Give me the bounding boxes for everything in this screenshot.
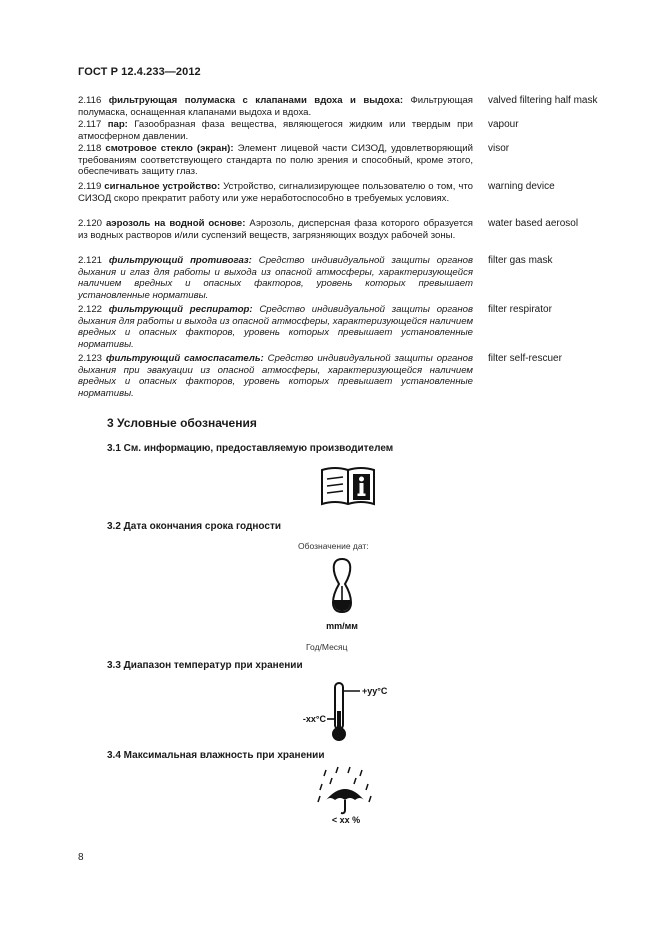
document-header: ГОСТ Р 12.4.233—2012 [78, 66, 201, 78]
term-number: 2.116 [78, 95, 109, 106]
term-definition: Фильтрующая полумаска, оснащенная клапанами выдоха и вдоха. [78, 95, 473, 118]
term-definition: Устройство, сигнализирующее пользователю о том, что СИЗОД скоро прекратит работу или уже неработоспособно в требуемых условиях. [78, 181, 473, 204]
subsection-3-1-title: 3.1 См. информацию, предоставляемую производителем [107, 443, 394, 454]
term-definition: Элемент лицевой части СИЗОД, удовлетворяющий требованиям соответствующего стандарта по полю зрения и способный, кроме этого, обеспечивать защиту глаз. [78, 143, 473, 178]
term-number: 2.123 [78, 353, 106, 364]
temp-high-label: +yy°C [362, 686, 388, 696]
term-2-121 [78, 255, 473, 301]
term-2-123 [78, 353, 473, 399]
term-name: аэрозоль на водной основе: [105, 218, 250, 229]
term-definition: Средство индивидуальной защиты органов дыхания при эвакуации из опасной атмосферы, характеризующейся наличием вредных и опасных факторов, уровень которых превышает установленные нормативы. [78, 353, 473, 399]
term-2-118 [78, 143, 473, 178]
date-caption-bottom: Год/Месяц [306, 642, 348, 652]
subsection-3-4-title: 3.4 Максимальная влажность при хранении [107, 750, 325, 761]
term-2-122 [78, 304, 473, 350]
svg-text:mm/мм: mm/мм [326, 621, 358, 631]
term-name: сигнальное устройство: [104, 181, 224, 192]
subsection-3-2-title: 3.2 Дата окончания срока годности [107, 521, 282, 532]
term-english-2-117: vapour [488, 119, 519, 130]
term-definition: Газообразная фаза вещества, являющегося жидким или твердым при атмосферном давлении. [78, 119, 473, 142]
term-2-119 [78, 181, 473, 204]
term-number: 2.117 [78, 119, 108, 130]
term-name: фильтрующая полумаска с клапанами вдоха и выдоха: [108, 95, 411, 106]
subsection-3-3-title: 3.3 Диапазон температур при хранении [107, 660, 303, 671]
term-2-116 [78, 95, 473, 118]
term-name: смотровое стекло (экран): [105, 143, 238, 154]
book-info-icon [318, 466, 378, 508]
term-name: пар: [107, 119, 135, 130]
term-name: фильтрующий противогаз: [108, 255, 259, 266]
term-english-2-123: filter self-rescuer [488, 353, 562, 364]
term-name: фильтрующий респиратор: [108, 304, 260, 315]
thermometer-icon [296, 678, 392, 744]
term-definition: Средство индивидуальной защиты органов дыхания и глаз для работы и выхода из опасной атмосферы, характеризующейся наличием вредных и опасных факторов, уровень которых превышает установленные нормативы. [78, 255, 473, 301]
hourglass-date-label [318, 618, 366, 634]
term-2-120 [78, 218, 473, 241]
term-definition: Аэрозоль, дисперсная фаза которого образуется из водных растворов и/или суспензий веществ, загрязняющих воздух рабочей зоны. [78, 218, 473, 241]
term-english-2-119: warning device [488, 181, 555, 192]
term-name: фильтрующий самоспасатель: [105, 353, 268, 364]
term-english-2-120: water based aerosol [488, 218, 579, 229]
umbrella-rain-icon [314, 764, 378, 826]
humidity-label: < xx % [331, 815, 361, 825]
term-number: 2.118 [78, 143, 106, 154]
term-english-2-118: visor [488, 143, 510, 154]
term-english-2-122: filter respirator [488, 304, 552, 315]
term-number: 2.120 [78, 218, 106, 229]
hourglass-icon [326, 556, 358, 618]
term-definition: Средство индивидуальной защиты органов дыхания для работы и выхода из опасной атмосферы, характеризующейся наличием вредных и опасных факторов, уровень которых превышает установленные нормативы. [78, 304, 474, 350]
term-english-2-121: filter gas mask [488, 255, 553, 266]
page-number: 8 [78, 852, 84, 863]
term-english-2-116: valved filtering half mask [488, 95, 598, 106]
temp-low-label: -xx°C [302, 714, 326, 724]
term-number: 2.121 [78, 255, 109, 266]
term-number: 2.122 [78, 304, 109, 315]
section-title: 3 Условные обозначения [107, 416, 257, 430]
date-caption-top: Обозначение дат: [298, 541, 369, 551]
term-2-117 [78, 119, 473, 142]
term-number: 2.119 [78, 181, 105, 192]
